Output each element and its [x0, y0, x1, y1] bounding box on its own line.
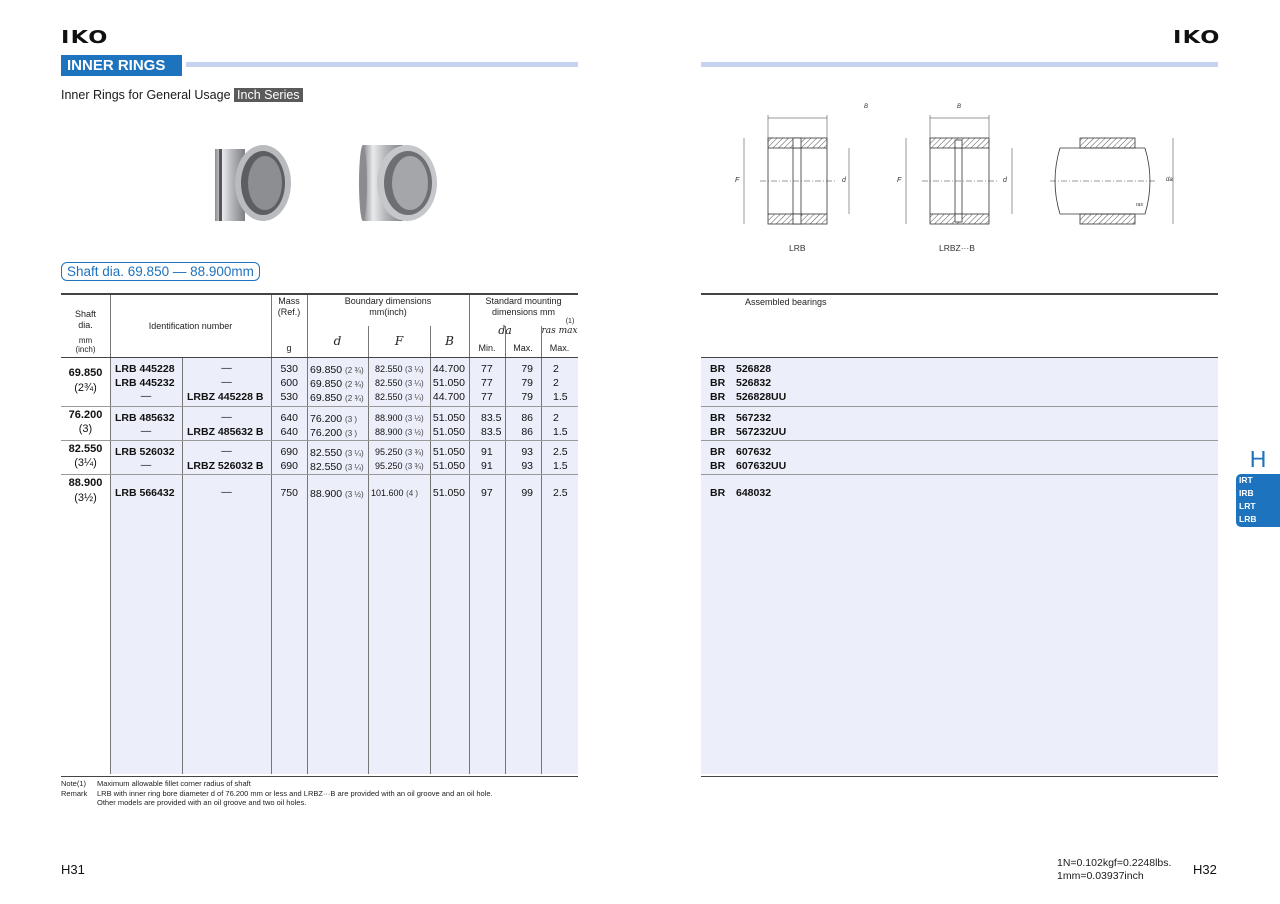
ras-max: 2.5 [553, 446, 568, 458]
da-min: 83.5 [481, 412, 502, 424]
F-value: 88.900 (3 ½) [375, 413, 424, 423]
row-sep [701, 474, 1218, 475]
br-prefix: BR [710, 446, 726, 458]
F-value: 88.900 (3 ½) [375, 427, 424, 437]
dim-F-lrb: F [735, 177, 740, 184]
id-lrb: — [140, 459, 152, 471]
br-prefix: BR [710, 460, 726, 472]
shaft-dia-inch: (3¼) [74, 457, 97, 469]
id-lrbz: — [221, 486, 232, 498]
da-max: 86 [521, 412, 533, 424]
B-value: 51.050 [432, 412, 465, 424]
unit-conversion [1057, 857, 1171, 883]
d-value: 76.200 (3 ) [310, 427, 358, 439]
hdr-mounting: Standard mounting dimensions mm [485, 296, 562, 317]
d-value: 69.850 (2 ¾) [310, 364, 364, 376]
shaft-dia-inch: (3½) [74, 492, 97, 504]
da-max: 79 [521, 363, 533, 375]
ring-photo-grooved [215, 145, 291, 221]
mass: 640 [280, 426, 298, 438]
col-sep [307, 295, 308, 774]
da-max: 93 [521, 460, 533, 472]
remark-text-1: LRB with inner ring bore diameter d of 76.200 mm or less and LRBZ···B are provided with an oil groove and an oil hole. [97, 789, 493, 798]
conversion-force: 1N=0.102kgf=0.2248lbs. [1057, 857, 1172, 869]
product-photos [205, 135, 455, 225]
da-max: 79 [521, 391, 533, 403]
da-min: 77 [481, 363, 493, 375]
ras-max: 1.5 [553, 391, 568, 403]
mass: 690 [280, 446, 298, 458]
da-min: 91 [481, 446, 493, 458]
br-prefix: BR [710, 426, 726, 438]
remark-label: Remark [61, 789, 88, 798]
hdr-d: d [333, 334, 342, 348]
section-title: INNER RINGS [61, 55, 182, 76]
subtitle [61, 88, 303, 102]
d-value: 76.200 (3 ) [310, 413, 358, 425]
F-value: 95.250 (3 ¾) [375, 461, 424, 471]
hdr-F: F [394, 334, 404, 348]
F-value: 82.550 (3 ¼) [375, 364, 424, 374]
ras-max: 2.5 [553, 487, 568, 499]
dim-d-lrb: d [842, 177, 846, 184]
id-lrb: LRB 485632 [115, 412, 175, 424]
B-value: 51.050 [432, 426, 465, 438]
hdr-shaft-unit: mm (inch) [75, 336, 96, 354]
col-sep [541, 326, 542, 774]
note-text: Maximum allowable fillet corner radius of shaft [97, 779, 251, 788]
row-sep [701, 406, 1218, 407]
br-prefix: BR [710, 487, 726, 499]
col-sep [469, 295, 470, 774]
br-prefix: BR [710, 391, 726, 403]
B-value: 44.700 [432, 391, 465, 403]
br-number: 567232 [736, 412, 772, 424]
mass: 640 [280, 412, 298, 424]
d-value: 69.850 (2 ¾) [310, 392, 364, 404]
hdr-assembled: Assembled bearings [745, 297, 827, 307]
row-sep [61, 474, 578, 475]
id-lrb: LRB 566432 [115, 487, 175, 499]
da-min: 97 [481, 487, 493, 499]
mass: 600 [280, 377, 298, 389]
hdr-boundary: Boundary dimensions mm(inch) [344, 296, 432, 317]
shaft-dia: 88.900 [68, 477, 103, 489]
br-number: 567232UU [736, 426, 787, 438]
da-min: 83.5 [481, 426, 502, 438]
br-prefix: BR [710, 363, 726, 375]
row-sep [701, 440, 1218, 441]
B-value: 44.700 [432, 363, 465, 375]
id-lrbz: — [221, 376, 232, 388]
subtitle-text: Inner Rings for General Usage [61, 88, 231, 102]
F-value: 101.600 (4 ) [371, 488, 419, 498]
id-lrb: — [140, 425, 152, 437]
lrb-drawing [744, 115, 849, 224]
br-number: 607632 [736, 446, 772, 458]
section-tab-letter[interactable]: H [1249, 446, 1267, 472]
lrbz-drawing [906, 115, 1012, 224]
br-number: 648032 [736, 487, 772, 499]
hdr-mass: Mass (Ref.) [277, 296, 301, 317]
B-value: 51.050 [432, 446, 465, 458]
header-rule [186, 62, 578, 67]
hdr-min: Min. [478, 343, 496, 353]
shaft-dia: 76.200 [68, 409, 103, 421]
section-tab-index[interactable] [1236, 474, 1280, 527]
header-rule-right [701, 62, 1218, 67]
mass: 750 [280, 487, 298, 499]
ras-max: 2 [553, 377, 559, 389]
da-max: 79 [521, 377, 533, 389]
hdr-ras: ras max [541, 326, 578, 336]
d-value: 82.550 (3 ¼) [310, 447, 364, 459]
mounting-drawing [1050, 138, 1173, 224]
tab-item-lrt[interactable]: LRT [1239, 501, 1256, 511]
row-sep [701, 357, 1218, 358]
id-lrbz: LRBZ 485632 B [187, 426, 264, 438]
F-value: 82.550 (3 ¼) [375, 392, 424, 402]
br-number: 526828UU [736, 391, 787, 403]
id-lrbz: LRBZ 445228 B [187, 391, 264, 403]
dim-B-lrb: B [864, 104, 869, 110]
row-sep [61, 440, 578, 441]
id-lrb: LRB 445232 [115, 377, 175, 389]
id-lrb: — [140, 390, 152, 402]
br-number: 607632UU [736, 460, 787, 472]
hdr-note1: (1) [565, 318, 575, 325]
shaft-range-label: Shaft dia. 69.850 ― 88.900mm [61, 262, 260, 281]
br-number: 526828 [736, 363, 772, 375]
br-prefix: BR [710, 412, 726, 424]
inch-series-tag: Inch Series [234, 88, 303, 102]
caption-lrb: LRB [789, 243, 806, 253]
ras-max: 2 [553, 412, 559, 424]
id-lrbz: — [221, 411, 232, 423]
id-lrb: LRB 526032 [115, 446, 175, 458]
row-sep [61, 357, 578, 358]
tab-item-lrb[interactable]: LRB [1239, 514, 1257, 524]
caption-lrbz: LRBZ···B [939, 243, 975, 253]
note-label: Note(1) [61, 779, 87, 788]
id-lrb: LRB 445228 [115, 363, 175, 375]
da-min: 77 [481, 391, 493, 403]
d-value: 88.900 (3 ½) [310, 488, 364, 500]
da-max: 93 [521, 446, 533, 458]
row-sep [61, 406, 578, 407]
id-lrbz: LRBZ 526032 B [187, 460, 264, 472]
hdr-mass-unit: g [286, 343, 292, 353]
da-min: 77 [481, 377, 493, 389]
ras-max: 2 [553, 363, 559, 375]
col-sep [110, 295, 111, 774]
conversion-length: 1mm=0.03937inch [1057, 870, 1144, 882]
br-prefix: BR [710, 377, 726, 389]
ras-max: 1.5 [553, 460, 568, 472]
id-lrbz: — [221, 362, 232, 374]
br-number: 526832 [736, 377, 772, 389]
da-min: 91 [481, 460, 493, 472]
B-value: 51.050 [432, 487, 465, 499]
F-value: 82.550 (3 ¼) [375, 378, 424, 388]
dim-ras: ras [1136, 202, 1143, 208]
B-value: 51.050 [432, 377, 465, 389]
hdr-max2: Max. [549, 343, 570, 353]
hdr-B: B [445, 334, 454, 348]
tab-item-irt[interactable]: IRT [1239, 475, 1253, 485]
hdr-max1: Max. [513, 343, 533, 353]
right-table-body-bg [701, 358, 1218, 774]
page-number-right: H32 [1193, 862, 1217, 877]
dim-d-lrbz: d [1003, 177, 1007, 184]
hdr-da: da [498, 324, 512, 337]
da-max: 86 [521, 426, 533, 438]
cross-section-diagrams [730, 100, 1190, 230]
ring-photo-plain [359, 145, 437, 221]
hdr-shaft: Shaft dia. [74, 309, 96, 330]
shaft-dia-inch: (3) [78, 423, 93, 435]
shaft-dia: 82.550 [68, 443, 103, 455]
shaft-dia-inch: (2¾) [74, 382, 97, 394]
iko-logo: IKO [61, 27, 109, 48]
page-number-left: H31 [61, 862, 85, 877]
F-value: 95.250 (3 ¾) [375, 447, 424, 457]
mass: 530 [280, 391, 298, 403]
mass: 690 [280, 460, 298, 472]
dim-B-lrbz: B [957, 104, 962, 110]
da-max: 99 [521, 487, 533, 499]
mass: 530 [280, 363, 298, 375]
remark-text-2: Other models are provided with an oil groove and two oil holes. [97, 798, 307, 807]
dim-F-lrbz: F [897, 177, 902, 184]
hdr-ident: Identification number [148, 321, 233, 331]
d-value: 69.850 (2 ¾) [310, 378, 364, 390]
id-lrbz: — [221, 445, 232, 457]
tab-item-irb[interactable]: IRB [1239, 488, 1254, 498]
B-value: 51.050 [432, 460, 465, 472]
dim-da: da [1166, 177, 1173, 183]
iko-logo-right: IKO [1173, 27, 1221, 48]
ras-max: 1.5 [553, 426, 568, 438]
d-value: 82.550 (3 ¼) [310, 461, 364, 473]
shaft-dia: 69.850 [68, 367, 103, 379]
col-sep [368, 326, 369, 774]
